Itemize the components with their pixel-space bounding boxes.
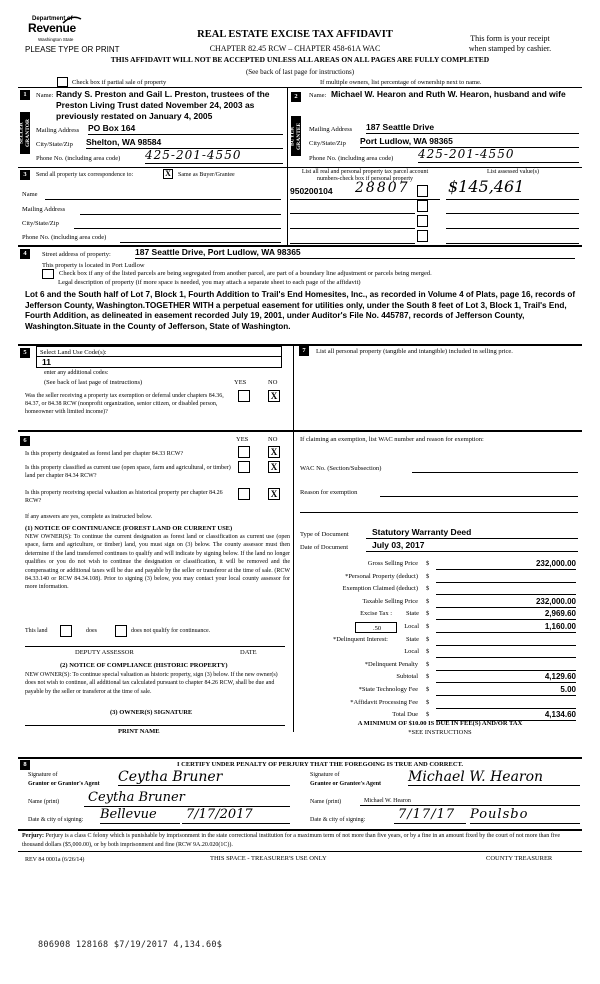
- forest-no-checkbox[interactable]: X: [268, 446, 280, 458]
- calc-row-value: [436, 572, 576, 583]
- seller-phone-value: 425-201-4550: [145, 149, 283, 164]
- sec5-no-header: NO: [268, 379, 278, 386]
- calc-row-currency: $: [426, 585, 430, 593]
- buyer-phone-label: Phone No. (including area code): [309, 155, 394, 162]
- calc-row-value: 4,129.60: [436, 672, 576, 683]
- land-use-value: 11: [42, 357, 51, 367]
- exemption-no-checkbox[interactable]: X: [268, 390, 280, 402]
- forest-land-question: Is this property designated as forest land per chapter 84.33 RCW?: [25, 451, 184, 457]
- does-checkbox[interactable]: [60, 625, 72, 637]
- notice-compliance-title: (2) NOTICE OF COMPLIANCE (HISTORIC PROPERTY): [60, 662, 228, 669]
- seller-mailing-value: PO Box 164: [88, 124, 283, 135]
- buyer-mailing-value: 187 Seattle Drive: [366, 123, 579, 134]
- grantor-name-label: Name (print): [28, 799, 60, 805]
- this-land-label: This land: [25, 628, 48, 634]
- personal-property-label: List all personal property (tangible and intangible) included in selling price.: [316, 348, 513, 355]
- calc-row-value: [436, 647, 576, 658]
- calc-row-currency: $: [426, 572, 430, 580]
- seller-side-label: SELLER GRANTOR: [20, 112, 30, 154]
- street-address-label: Street address of property:: [42, 251, 111, 258]
- does-label: does: [86, 628, 97, 634]
- buyer-mailing-label: Mailing Address: [309, 126, 353, 133]
- perjury-text: Perjury is a class C felony which is punishable by imprisonment in the state correctional institution for a maximum term of not more than five years, or by a fine in an amount fixed by the court of not more than five thousand dollars ($5,000.00), or by both imprisonment and fine (RCW 9A.20.020(1C)).: [22, 833, 561, 848]
- assessed-value: $145,461: [448, 177, 525, 196]
- see-back-note: (See back of last page of instructions): [44, 379, 143, 386]
- buyer-name-value: Michael W. Hearon and Ruth W. Hearon, husband and wife: [331, 89, 566, 99]
- grantee-city: Poulsbo: [470, 808, 580, 824]
- calc-row-sublabel: State: [406, 635, 419, 643]
- calc-row-currency: $: [426, 648, 430, 656]
- reason-label: Reason for exemption: [300, 489, 358, 496]
- does-not-label: does not qualify for continuance.: [131, 628, 211, 634]
- personal-property-checkbox-3[interactable]: [417, 215, 428, 227]
- section-8-badge: 8: [20, 760, 30, 770]
- calc-row-value: 5.00: [436, 685, 576, 696]
- exemption-yes-checkbox[interactable]: [238, 390, 250, 402]
- seller-mailing-label: Mailing Address: [36, 127, 80, 134]
- calc-row-label: Exemption Claimed (deduct): [342, 585, 418, 593]
- grantee-sig-label-1: Signature of: [310, 772, 340, 778]
- historic-question: Is this property receiving special valuation as historical property per chapter 84.26 RCW?: [25, 490, 223, 504]
- section-4-badge: 4: [20, 249, 30, 259]
- parcel-number: 950200104: [290, 186, 333, 196]
- calc-row-value: 2,969.60: [436, 609, 576, 620]
- calc-row-sublabel: Local: [404, 623, 419, 630]
- legal-description-label: Legal description of property (if more space is needed, you may attach a separate sheet to each page of the affidavit): [58, 279, 361, 286]
- doc-type-label: Type of Document: [300, 531, 349, 538]
- notice-continuance-text: NEW OWNER(S): To continue the current designation as forest land or classification as current use (open space, farm and agriculture, or timber) land, you must sign on (3) below. The county assessor must then determine if the land transferred continues to qualify and will indicate by signing below. If the land no longer qualifies or you do not wish to continue the designation or classification, it will be removed and the compensating or additional taxes will be due and payable by the seller or transferor at the time of sale. (RCW 84.33.140 or RCW 84.34.108). Prior to signing (3) below, you may contact your local county assessor for more information.: [25, 534, 290, 591]
- perjury-label: Perjury:: [22, 833, 44, 839]
- personal-property-checkbox-1[interactable]: [417, 185, 428, 197]
- section-6-badge: 6: [20, 436, 30, 446]
- sec6-no-header: NO: [268, 436, 278, 443]
- rev-number: REV 84 0001a (6/26/14): [25, 857, 85, 863]
- notice-continuance-title: (1) NOTICE OF CONTINUANCE (FOREST LAND OR CURRENT USE): [25, 525, 233, 532]
- see-instructions-note: *SEE INSTRUCTIONS: [408, 729, 472, 736]
- calc-row-label: Subtotal: [396, 673, 418, 681]
- grantor-date: 7/17/2017: [182, 808, 290, 824]
- section-7-badge: 7: [299, 346, 309, 356]
- does-not-checkbox[interactable]: [115, 625, 127, 637]
- notice-compliance-text: NEW OWNER(S): To continue special valuation as historic property, sign (3) below. If the new owner(s) does not wish to continue, all additional tax calculated pursuant to chapter 84.26 RCW, shall be due and payable by the seller or transferor at the time of sale.: [25, 672, 278, 695]
- seller-name-label: Name:: [36, 92, 54, 99]
- partial-sale-label: Check box if partial sale of property: [72, 79, 167, 86]
- calc-row-label: *State Technology Fee: [358, 686, 418, 693]
- buyer-city-value: Port Ludlow, WA 98365: [360, 137, 579, 148]
- calc-row-currency: $: [426, 686, 430, 693]
- personal-property-checkbox-4[interactable]: [417, 230, 428, 242]
- doc-date-label: Date of Document: [300, 544, 349, 551]
- grantor-name-print: Ceytha Bruner: [84, 791, 290, 807]
- logo-sub-text: Washington State: [38, 37, 74, 42]
- calc-row-label: Gross Selling Price: [367, 560, 418, 567]
- calc-row-sublabel: Local: [404, 648, 419, 656]
- segregated-label: Check box if any of the listed parcels are being segregated from another parcel, are part of a boundary line adjustment or parcels being merged.: [59, 270, 432, 277]
- property-located-label: This property is located in Port Ludlow: [42, 262, 145, 269]
- historic-no-checkbox[interactable]: X: [268, 488, 280, 500]
- calc-row-currency: $: [426, 560, 430, 567]
- form-chapter: CHAPTER 82.45 RCW – CHAPTER 458-61A WAC: [209, 44, 381, 53]
- grantee-date: 7/17/17: [394, 808, 466, 824]
- seller-city-label: City/State/Zip: [36, 141, 73, 148]
- perjury-block: [22, 832, 582, 849]
- calc-row-value: 4,134.60: [436, 710, 576, 721]
- grantor-city: Bellevue: [100, 808, 180, 824]
- parcel-handwritten-number: 28807: [355, 180, 410, 196]
- segregated-checkbox[interactable]: [42, 269, 54, 279]
- sec6-yes-header: YES: [236, 436, 249, 443]
- logo-small-text: Department of: [32, 16, 73, 22]
- current-use-yes-checkbox[interactable]: [238, 461, 250, 473]
- dor-logo: [26, 16, 86, 44]
- legal-description-text: Lot 6 and the South half of Lot 7, Block 1, Fourth Addition to Trail's End Homesites, Inc., as recorded in Volume 4 of Plats, page 16, records of Jefferson County, Washington.TOGETHER WITH a perpetual easement for utilities only, under the South 8 feet of Lot 3, Block 1, Trail's End, Fourth Addition, as delineated in easement recorded July 19, 2001, under Auditor's File No. 445787, records of Jefferson County, Washington.Situate in the County of Jefferson, State of Washington.: [25, 290, 576, 331]
- instructions-note: (See back of last page for instructions): [245, 68, 355, 76]
- calc-row-label: *Delinquent Penalty: [364, 660, 418, 668]
- section-1-badge: 1: [20, 90, 30, 100]
- grantee-name-label: Name (print): [310, 799, 342, 805]
- calc-row-label: *Personal Property (deduct): [345, 572, 418, 580]
- same-as-buyer-label: Same as Buyer/Grantee: [178, 172, 235, 178]
- grantor-signature: Ceytha Bruner: [118, 769, 290, 786]
- calc-row-value: 232,000.00: [436, 559, 576, 570]
- certify-text: I CERTIFY UNDER PENALTY OF PERJURY THAT THE FOREGOING IS TRUE AND CORRECT.: [176, 761, 463, 768]
- calc-row-currency: $: [426, 597, 430, 605]
- seller-phone-label: Phone No. (including area code): [36, 155, 121, 162]
- owner-signature-label: (3) OWNER(S) SIGNATURE: [110, 709, 193, 716]
- current-use-no-checkbox[interactable]: X: [268, 461, 280, 473]
- buyer-city-label: City/State/Zip: [309, 140, 346, 147]
- doc-type-value: Statutory Warranty Deed: [366, 528, 578, 539]
- same-as-buyer-checkbox[interactable]: X: [163, 169, 173, 179]
- forest-yes-checkbox[interactable]: [238, 446, 250, 458]
- partial-sale-checkbox[interactable]: [57, 77, 68, 87]
- exemption-question: Was the seller receiving a property tax exemption or deferral under chapters 84.36, 84.37, or 84.38 RCW (nonprofit organization, senior citizen, or disabled person, homeowner with limited income)?: [25, 393, 224, 415]
- if-yes-note: If any answers are yes, complete as instructed below.: [25, 514, 153, 520]
- assessed-header: List assessed value(s): [487, 169, 539, 175]
- grantor-sig-label-1: Signature of: [28, 772, 58, 778]
- calc-row-currency: $: [426, 660, 430, 668]
- grantor-sig-label-2: Grantor or Grantor's Agent: [28, 781, 100, 787]
- calc-row-value: [436, 635, 576, 646]
- calc-row-currency: $: [426, 711, 430, 719]
- grantor-date-label: Date & city of signing:: [28, 817, 84, 823]
- grantee-signature: Michael W. Hearon: [408, 769, 580, 786]
- corr-name-label: Name: [22, 191, 38, 198]
- corr-city-label: City/State/Zip: [22, 220, 59, 227]
- calc-row-value: [436, 698, 576, 709]
- street-address-value: 187 Seattle Drive, Port Ludlow, WA 98365: [135, 248, 575, 259]
- deputy-date-label: DATE: [240, 649, 257, 656]
- sec5-yes-header: YES: [234, 379, 247, 386]
- corr-mailing-label: Mailing Address: [22, 206, 66, 213]
- deputy-assessor-label: DEPUTY ASSESSOR: [75, 649, 134, 656]
- grantee-name-print: Michael W. Hearon: [360, 798, 580, 806]
- minimum-note: A MINIMUM OF $10.00 IS DUE IN FEE(S) AND/OR TAX: [357, 720, 523, 727]
- local-rate: .50: [372, 625, 382, 632]
- please-type-text: PLEASE TYPE OR PRINT: [25, 45, 120, 54]
- calc-row-label: Total Due: [392, 711, 418, 719]
- seller-name-value: Randy S. Preston and Gail L. Preston, trustees of the Preston Living Trust dated November 24, 2003 as previously restated on January 4, 2005: [56, 89, 270, 121]
- section-5-badge: 5: [20, 348, 30, 358]
- receipt-note-1: This form is your receipt: [470, 34, 550, 43]
- calc-row-label: *Delinquent Interest:: [332, 635, 388, 643]
- buyer-name-label: Name:: [309, 92, 327, 99]
- section-2-badge: 2: [291, 92, 301, 102]
- additional-codes-label: enter any additional codes:: [44, 370, 109, 376]
- warning-text: THIS AFFIDAVIT WILL NOT BE ACCEPTED UNLESS ALL AREAS ON ALL PAGES ARE FULLY COMPLETED: [110, 55, 490, 64]
- calc-row-sublabel: State: [406, 610, 419, 618]
- calc-row-label: Taxable Selling Price: [362, 597, 418, 605]
- grantee-sig-label-2: Grantee or Grantee's Agent: [310, 781, 382, 787]
- calc-row-label: *Affidavit Processing Fee: [350, 698, 418, 706]
- doc-date-value: July 03, 2017: [366, 541, 578, 552]
- grantee-date-label: Date & city of signing:: [310, 817, 366, 823]
- wac-label: WAC No. (Section/Subsection): [300, 465, 382, 472]
- calc-row-currency: $: [426, 673, 430, 681]
- personal-property-checkbox-2[interactable]: [417, 200, 428, 212]
- land-use-label: Select Land Use Code(s):: [40, 349, 107, 356]
- corr-phone-label: Phone No. (including area code): [22, 234, 107, 241]
- exemption-claim-label: If claiming an exemption, list WAC number and reason for exemption:: [300, 436, 484, 443]
- current-use-question: Is this property classified as current use (open space, farm and agricultural, or timber) land per chapter 84.34 RCW?: [25, 465, 231, 479]
- buyer-side-label: BUYER GRANTEE: [291, 116, 301, 156]
- seller-city-value: Shelton, WA 98584: [86, 138, 283, 149]
- receipt-note-2: when stamped by cashier.: [468, 44, 552, 53]
- county-treasurer: COUNTY TREASURER: [486, 855, 553, 862]
- calc-row-currency: $: [426, 635, 430, 643]
- calc-row-currency: $: [426, 623, 430, 630]
- calc-row-label: Excise Tax :: [360, 610, 392, 618]
- calc-row-currency: $: [426, 610, 430, 618]
- buyer-phone-value: 425-201-4550: [418, 148, 579, 163]
- calc-row-value: [436, 660, 576, 671]
- calc-row-value: 1,160.00: [436, 622, 576, 633]
- form-title: REAL ESTATE EXCISE TAX AFFIDAVIT: [197, 29, 393, 40]
- multiple-owners-label: If multiple owners, list percentage of ownership next to name.: [320, 79, 482, 86]
- send-correspondence-label: Send all property tax correspondence to:: [36, 172, 134, 178]
- receipt-stamp: 806908 128168 $7/19/2017 4,134.60$: [38, 940, 223, 950]
- parcel-header: List all real and personal property tax parcel account numbers-check box if personal property: [301, 169, 429, 182]
- calc-row-value: [436, 584, 576, 595]
- historic-yes-checkbox[interactable]: [238, 488, 250, 500]
- calc-row-value: 232,000.00: [436, 597, 576, 608]
- logo-main-text: Revenue: [28, 21, 76, 35]
- section-3-badge: 3: [20, 170, 30, 180]
- treasurer-use-only: THIS SPACE - TREASURER'S USE ONLY: [210, 855, 327, 862]
- print-name-label: PRINT NAME: [118, 728, 160, 735]
- logo-swoosh-icon: [62, 16, 82, 24]
- calc-row-currency: $: [426, 698, 430, 706]
